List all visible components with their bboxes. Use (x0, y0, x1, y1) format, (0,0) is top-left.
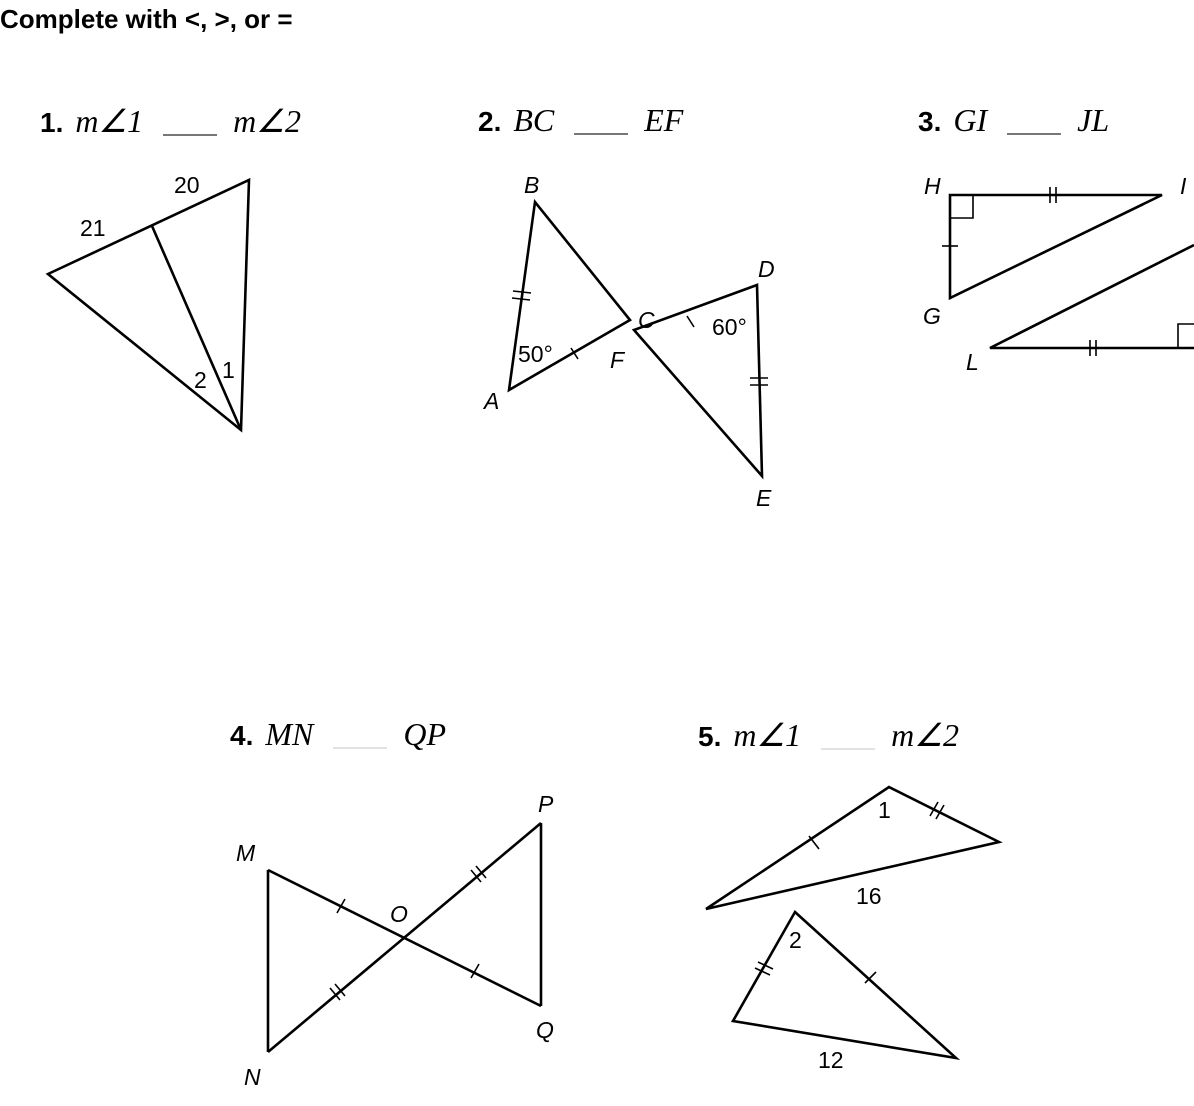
fig3-right-angle-k (1178, 324, 1194, 348)
fig3-right-angle-h (950, 195, 973, 218)
problem-5-right: m∠2 (891, 717, 959, 753)
figure-1-triangle (48, 172, 249, 430)
fig2-angle-a: 50° (518, 341, 553, 367)
fig5-angle-2: 2 (789, 927, 802, 953)
fig4-vertex-m: M (236, 840, 256, 866)
fig2-tick-ab-1 (513, 291, 531, 293)
instruction-text: Complete with <, >, or = (0, 4, 293, 34)
fig5-angle-1: 1 (878, 797, 891, 823)
figure-2-triangles (482, 172, 775, 511)
fig3-vertex-l: L (966, 349, 979, 375)
fig2-tick-df (687, 316, 694, 327)
fig3-vertex-g: G (923, 303, 941, 329)
problem-3-number: 3. (918, 106, 942, 137)
fig1-angle-1: 1 (222, 357, 235, 383)
fig3-triangle-hig (950, 195, 1162, 298)
figure-4-bowtie (236, 791, 554, 1090)
fig1-angle-2: 2 (194, 367, 207, 393)
problem-4-number: 4. (230, 720, 254, 751)
problem-2-number: 2. (478, 106, 502, 137)
problem-3-left: GI (953, 102, 988, 138)
fig5-side-12: 12 (818, 1047, 844, 1073)
fig3-vertex-h: H (924, 173, 941, 199)
problem-4-left: MN (265, 716, 314, 752)
fig2-vertex-c: C (638, 307, 655, 333)
fig4-vertex-p: P (538, 791, 554, 817)
fig1-segment (152, 226, 241, 430)
fig1-outer-triangle (48, 180, 249, 430)
fig2-vertex-a: A (484, 388, 500, 414)
fig3-vertex-i: I (1180, 173, 1187, 199)
problem-1-right: m∠2 (233, 103, 301, 139)
problem-1-left: m∠1 (75, 103, 144, 139)
figure-5-triangles (706, 787, 999, 1073)
fig2-vertex-f: F (610, 347, 625, 373)
fig4-segment-np (268, 823, 541, 1052)
fig3-triangle-jkl (990, 245, 1194, 348)
fig4-vertex-n: N (244, 1064, 261, 1090)
fig4-vertex-o: O (390, 901, 408, 927)
fig2-vertex-d: D (758, 256, 775, 282)
fig2-vertex-e: E (756, 485, 772, 511)
fig2-angle-d: 60° (712, 314, 747, 340)
fig2-tick-ab-2 (512, 298, 530, 300)
problem-5-left: m∠1 (733, 717, 802, 753)
fig1-label-21: 21 (80, 215, 106, 241)
fig5-bottom-triangle (733, 912, 956, 1058)
fig5-side-16: 16 (856, 883, 882, 909)
problem-1-number: 1. (40, 107, 64, 138)
problem-2-right: EF (644, 102, 684, 138)
fig1-label-20: 20 (174, 172, 200, 198)
figure-3-triangles (923, 173, 1194, 375)
problem-2-left: BC (513, 102, 555, 138)
fig4-vertex-q: Q (536, 1017, 554, 1043)
problem-3-right: JL (1077, 102, 1110, 138)
fig5-top-triangle (706, 787, 999, 909)
problem-4-right: QP (403, 716, 447, 752)
fig2-vertex-b: B (524, 172, 540, 198)
problem-5-number: 5. (698, 721, 722, 752)
